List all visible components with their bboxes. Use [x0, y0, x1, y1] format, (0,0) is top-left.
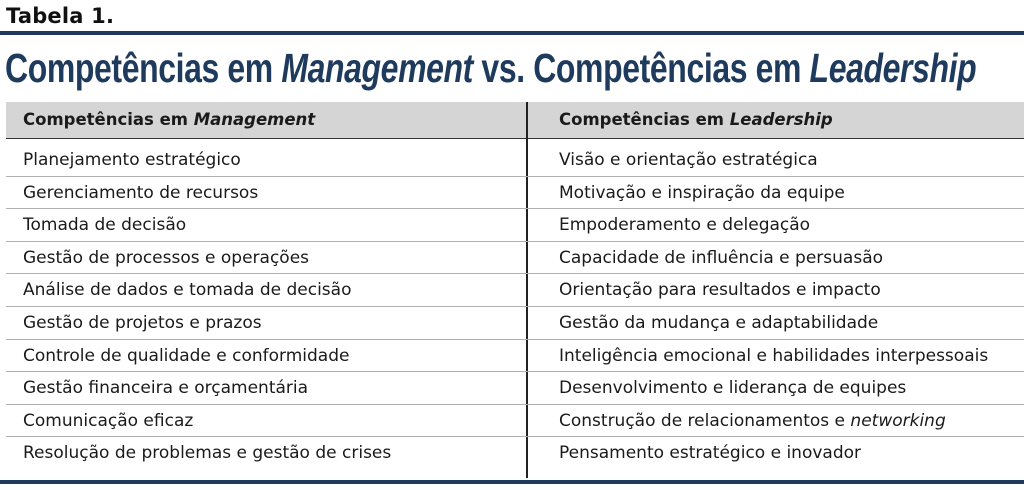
cell-leadership: [559, 209, 810, 241]
cell-leadership-text: Inteligência emocional e habilidades interpessoais: [559, 345, 989, 366]
title-part-3: vs. Competências em: [472, 45, 810, 91]
table-row: [6, 274, 1024, 307]
header-leadership-prefix: Competências em: [559, 110, 730, 129]
cell-leadership-text: Capacidade de influência e persuasão: [559, 247, 884, 268]
table-row: [6, 177, 1024, 210]
table-label: Tabela 1.: [6, 4, 115, 28]
top-rule: [0, 31, 1024, 35]
table-body: [6, 144, 1024, 470]
table-row: [6, 307, 1024, 340]
cell-management: Controle de qualidade e conformidade: [23, 345, 350, 366]
cell-leadership: [559, 437, 861, 469]
table-header: [6, 102, 1024, 139]
cell-management: Gestão de projetos e prazos: [23, 312, 262, 333]
cell-leadership: [559, 177, 845, 209]
header-leadership: [559, 102, 833, 138]
cell-leadership-text: Construção de relacionamentos e: [559, 410, 851, 431]
title-part-4: Leadership: [809, 45, 977, 91]
table-row: [6, 340, 1024, 373]
table-row: [6, 372, 1024, 405]
cell-leadership: [559, 372, 906, 404]
cell-leadership-text: Pensamento estratégico e inovador: [559, 443, 862, 464]
cell-leadership-text: Motivação e inspiração da equipe: [559, 182, 845, 203]
cell-leadership-text: Gestão da mudança e adaptabilidade: [559, 312, 879, 333]
cell-management: Gerenciamento de recursos: [23, 182, 259, 203]
table-row: [6, 144, 1024, 177]
header-management-prefix: Competências em: [23, 110, 194, 129]
cell-leadership-text: Orientação para resultados e impacto: [559, 280, 881, 301]
cell-leadership-italic: networking: [850, 410, 946, 431]
header-management: [23, 102, 315, 138]
cell-leadership-text: Desenvolvimento e liderança de equipes: [559, 378, 907, 399]
header-management-italic: Management: [193, 110, 316, 129]
cell-management: Comunicação eficaz: [23, 410, 194, 431]
cell-leadership: [559, 144, 818, 176]
cell-management: Gestão financeira e orçamentária: [23, 378, 309, 399]
cell-leadership-text: Empoderamento e delegação: [559, 215, 811, 236]
cell-leadership: [559, 405, 946, 437]
table-row: [6, 242, 1024, 275]
table-row: [6, 209, 1024, 242]
cell-management: Análise de dados e tomada de decisão: [23, 280, 352, 301]
table-row: [6, 405, 1024, 438]
table-title: [5, 36, 977, 100]
bottom-rule: [0, 480, 1024, 484]
cell-leadership: [559, 307, 878, 339]
header-leadership-italic: Leadership: [729, 110, 833, 129]
table-row: [6, 437, 1024, 470]
competencies-table: [6, 102, 1024, 480]
title-part-2: Management: [281, 45, 473, 91]
cell-management: Resolução de problemas e gestão de crises: [23, 443, 392, 464]
title-part-1: Competências em: [5, 45, 282, 91]
cell-management: Gestão de processos e operações: [23, 247, 310, 268]
cell-leadership: [559, 242, 883, 274]
cell-leadership: [559, 274, 881, 306]
cell-leadership: [559, 340, 988, 372]
cell-leadership-text: Visão e orientação estratégica: [559, 150, 818, 170]
cell-management: Tomada de decisão: [23, 215, 187, 236]
cell-management: Planejamento estratégico: [23, 150, 241, 170]
